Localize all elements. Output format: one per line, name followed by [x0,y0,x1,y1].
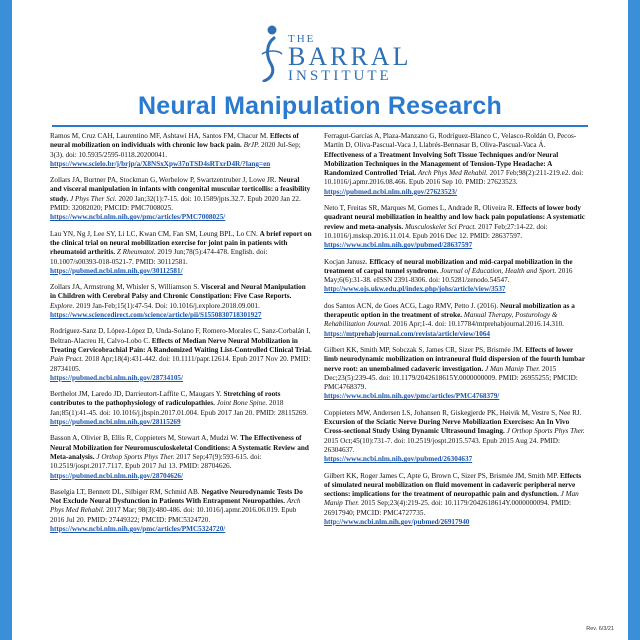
reference-link[interactable]: https://www.ncbi.nlm.nih.gov/pmc/articles/PMC5324720/ [50,524,226,533]
reference-authors: Zollars JA, Armstrong M, Whisler S, Williamson S. [50,283,199,292]
reference-authors: Basson A, Olivier B, Ellis R, Coppieters M, Stewart A, Mudzi W. [50,434,239,443]
reference-link[interactable]: https://www.ncbi.nlm.nih.gov/pubmed/28637597 [324,241,473,250]
reference-link[interactable]: https://www.sciencedirect.com/science/article/pii/S1550830718301927 [50,311,262,320]
reference-journal: BrJP. [243,141,260,150]
reference-entry [324,409,586,465]
left-column [50,132,312,541]
reference-journal: Journal of Education, Health and Sport. [440,266,557,275]
reference-details: 2019 Jan-Feb;15(1):47-54. Doi: 10.1016/j.explore.2018.09.001. [76,301,260,310]
reference-details: 2020 Jul-Sep; 3(3). doi: 10.5935/2595-0118.20200041. [50,141,301,159]
reference-link[interactable]: http://www.ojs.ukw.edu.pl/index.php/johs/article/view/3537 [324,285,506,294]
reference-authors: Zollars JA, Burtner PA, Stockman G, Werbelow P, Swartzentruber J, Lowe JR. [50,176,277,185]
reference-authors: Lau YN, Ng J, Lee SY, Li LC, Kwan CM, Fan SM, Leung BPL, Lo CN. [50,229,258,238]
reference-title: Effects of lower limb neurodynamic mobilization on intraneural fluid dispersion of the fourth lumbar nerve root: an unembalmed cadaveric investigation. [324,345,585,373]
reference-details: 2015 Sep;23(4):219-25. doi: 10.1179/2042618614Y.0000000094. PMID: 26917940; PMCID: PMC4727735. [324,499,571,517]
logo-barral: BARRAL [288,42,412,71]
reference-details: 2019 Jun;78(5):474-478. English. doi: 10.1007/s00393-018-0521-7. PMID: 30112581. [50,248,268,266]
reference-details: 2020 Jan;32(1):7-15. doi: 10.1589/jpts.32.7. Epub 2020 Jan 22. PMID: 32082020; PMCID: PMC7008025. [50,194,301,213]
reference-entry [324,258,586,295]
revision-note: Rev. 6/3/21 [586,626,614,632]
logo-institute: INSTITUTE [288,68,392,84]
reference-title: Negative Neurodynamic Tests Do Not Exclude Neural Dysfunction in Patients With Entrapment Neuropathies. [50,487,303,506]
reference-entry [50,132,312,169]
reference-authors: Gilbert KK, Roger James C, Apte G, Brown C, Sizer PS, Brismée JM, Smith MP. [324,471,559,480]
reference-details: 2017 Feb;98(2):211-219.e2. doi: 10.1016/j.apmr.2016.08.466. Epub 2016 Sep 10. PMID: 27623523. [324,169,584,187]
reference-details: 2017 Mar; 98(3):480-486. doi: 10.1016/j.apmr.2016.06.019. Epub 2016 Jul 20. PMID: 27449322; PMCID: PMC5324720. [50,506,297,524]
reference-title: Visceral and Neural Manipulation in Children with Cerebral Palsy and Chronic Constipation: Five Case Reports. [50,283,306,301]
reference-title: Effects of Median Nerve Neural Mobilization in Treating Cervicobrachial Pain: A Randomized Waiting List-Controlled Clinical Trial. [50,336,312,354]
document-page [12,0,628,640]
barral-institute-logo [12,20,628,90]
reference-authors: Neto T, Freitas SR, Marques M, Gomes L, Andrade R, Oliveira R. [324,204,515,213]
reference-details: 2015 Oct;45(10):731-7. doi: 10.2519/jospt.2015.5743. Epub 2015 Aug 24. PMID: 26304637. [324,436,560,454]
reference-authors: Gilbert KK, Smith MP, Sobczak S, James CR, Sizer PS, Brismée JM. [324,345,524,354]
reference-entry [50,230,312,276]
reference-entry [50,488,312,534]
reference-journal: Explore. [50,301,75,310]
reference-title: The Effectiveness of Neural Mobilization for Neuromusculoskeletal Conditions: A Systematic Review and Meta-analysis. [50,434,309,461]
reference-journal: Z Rheumatol. [116,248,156,257]
reference-journal: J Orthop Sports Phys Ther. [96,452,175,461]
reference-title: Effects of simulated neural mobilization on fluid movement in cadaveric peripheral nerve sections: implications for the treatment of neuropathic pain and dysfunction. [324,471,582,499]
reference-details: 2018 Apr;18(4):431-442. doi: 10.1111/papr.12614. Epub 2017 Nov 20. PMID: 28734105. [50,355,311,373]
reference-entry [50,283,312,320]
logo-the: THE [288,33,316,45]
reference-journal: J Phys Ther Sci. [69,194,117,203]
reference-link[interactable]: https://pubmed.ncbi.nlm.nih.gov/30112581/ [50,266,183,275]
reference-title: Neural mobilization as a therapeutic option in the treatment of stroke. [324,301,575,320]
reference-details: 2017 Feb;27:14-22. doi: 10.1016/j.msksp.2016.11.014. Epub 2016 Dec 12. PMID: 28637597. [324,222,548,240]
reference-entry [50,434,312,480]
reference-link[interactable]: https://pubmed.ncbi.nlm.nih.gov/28704626/ [50,471,184,480]
reference-title: Effectiveness of a Treatment Involving Soft Tissue Techniques and/or Neural Mobilization Techniques in the Management of Tension-Type Headache: A Randomized Controlled Trial. [324,150,559,178]
reference-journal: Musculoskelet Sci Pract. [404,222,477,231]
reference-details: 2017 Sep;47(9):593-615. doi: 10.2519/jospt.2017.7117. Epub 2017 Jul 13. PMID: 28704626. [50,452,262,471]
reference-entry [324,204,586,250]
reference-journal: Arch Phys Med Rehabil. [50,497,301,515]
reference-details: 2016 Apr;1-4. doi: 10.17784/mtprehabjournal.2016.14.310. [392,320,564,329]
reference-title: Stretching of roots contributes to the pathophysiology of radiculopathies. [50,390,281,408]
reference-journal: J Orthop Sports Phys Ther. [506,427,585,436]
reference-link[interactable]: https://pubmed.ncbi.nlm.nih.gov/28115269 [50,418,181,427]
reference-authors: Coppieters MW, Andersen LS, Johansen R, Giskegjerde PK, Høivik M, Vestre S, Nee RJ. [324,408,582,417]
reference-details: 2018 Jan;85(1):41-45. doi: 10.1016/j.jbspin.2017.01.004. Epub 2017 Jan 20. PMID: 28115269. [50,399,308,417]
reference-details: 2016 May;6(6):31-38. eISSN 2391-8306. doi: 10.5281/zenodo.54547. [324,266,573,285]
logo-wordmark [288,34,411,84]
reference-authors: Ramos M, Cruz CAH, Laurentino MF, Ashtawi HA, Santos FM, Chacur M. [50,132,269,140]
reference-title: Neural and visceral manipulation in infants with congenital muscular torticollis: a feasibility study. [50,176,311,203]
reference-details: 2015 Dec;23(5):239-45. doi: 10.1179/2042618615Y.0000000009. PMID: 26955255; PMCID: PMC4768379. [324,364,578,392]
reference-title: Effects of neural mobilization on individuals with chronic low back pain. [50,132,299,150]
reference-link[interactable]: https://www.ncbi.nlm.nih.gov/pmc/articles/PMC4768379/ [324,392,500,401]
reference-journal: Arch Phys Med Rehabil. [417,169,488,178]
reference-link[interactable]: https://pubmed.ncbi.nlm.nih.gov/28734105/ [50,373,184,382]
reference-journal: J Man Manip Ther. [324,490,579,508]
reference-authors: Rodríguez-Sanz D, López-López D, Unda-Solano F, Romero-Morales C, Sanz-Corbalán I, Beltran-Alacreu H, Calvo-Lobo C. [50,327,311,345]
reference-title: Excursion of the Sciatic Nerve During Nerve Mobilization Exercises: An In Vivo Cross-sectional Study Using Dynamic Ultrasound Imaging. [324,418,570,436]
reference-journal: J Man Manip Ther. [484,364,541,373]
reference-journal: Manual Therapy, Posturology & Rehabilitation Journal. [324,311,558,329]
right-column [324,132,586,534]
reference-entry [324,346,586,402]
reference-link[interactable]: https://www.scielo.br/j/brjp/a/X8NSxXpw37nTSD4sRTxrD4R/?lang=en [50,159,271,168]
reference-authors: Berthelot JM, Laredo JD, Darrieutort-Laffite C, Maugars Y. [50,390,222,399]
reference-authors: Ferragut-Garcías A, Plaza-Manzano G, Rodríguez-Blanco C, Velasco-Roldán O, Pecos-Martín D, Oliva-Pascual-Vaca J, Llabrés-Bennasar B, Oliva-Pascual-Vaca Á. [324,132,577,150]
reference-link[interactable]: https://www.ncbi.nlm.nih.gov/pubmed/26304637 [324,455,473,464]
reference-link[interactable]: http://www.ncbi.nlm.nih.gov/pubmed/26917940 [324,517,470,526]
reference-title: Effects of lower body quadrant neural mobilization in healthy and low back pain populations: A systematic review and meta-analysis. [324,204,585,231]
reference-link[interactable]: https://pubmed.ncbi.nlm.nih.gov/27623523/ [324,187,458,196]
figure-logo-icon [258,24,284,82]
reference-authors: dos Santos ACN, de Goes ACG, Lago RMV, Petto J. (2016). [324,301,499,310]
reference-title: Efficacy of neural mobilization and mid-carpal mobilization in the treatment of carpal tunnel syndrome. [324,257,573,275]
reference-entry [50,327,312,383]
page-title: Neural Manipulation Research [137,92,503,120]
reference-entry [324,302,586,339]
reference-entry [324,472,586,528]
reference-entry [50,176,312,222]
reference-link[interactable]: https://mtprehabjournal.com/revista/article/view/1064 [324,329,491,338]
title-divider [52,125,588,127]
reference-title: A brief report on the clinical trial on neural mobilization exercise for joint pain in patients with rheumatoid arthritis. [50,229,312,257]
reference-journal: Joint Bone Spine. [216,399,268,408]
reference-authors: Kocjan Janusz. [324,257,368,266]
reference-entry [324,132,586,197]
reference-authors: Baselgia LT, Bennett DL, Silbiger RM, Schmid AB. [50,487,200,496]
reference-entry [50,390,312,427]
reference-link[interactable]: https://www.ncbi.nlm.nih.gov/pmc/articles/PMC7008025/ [50,213,226,222]
reference-journal: Pain Pract. [50,355,84,364]
